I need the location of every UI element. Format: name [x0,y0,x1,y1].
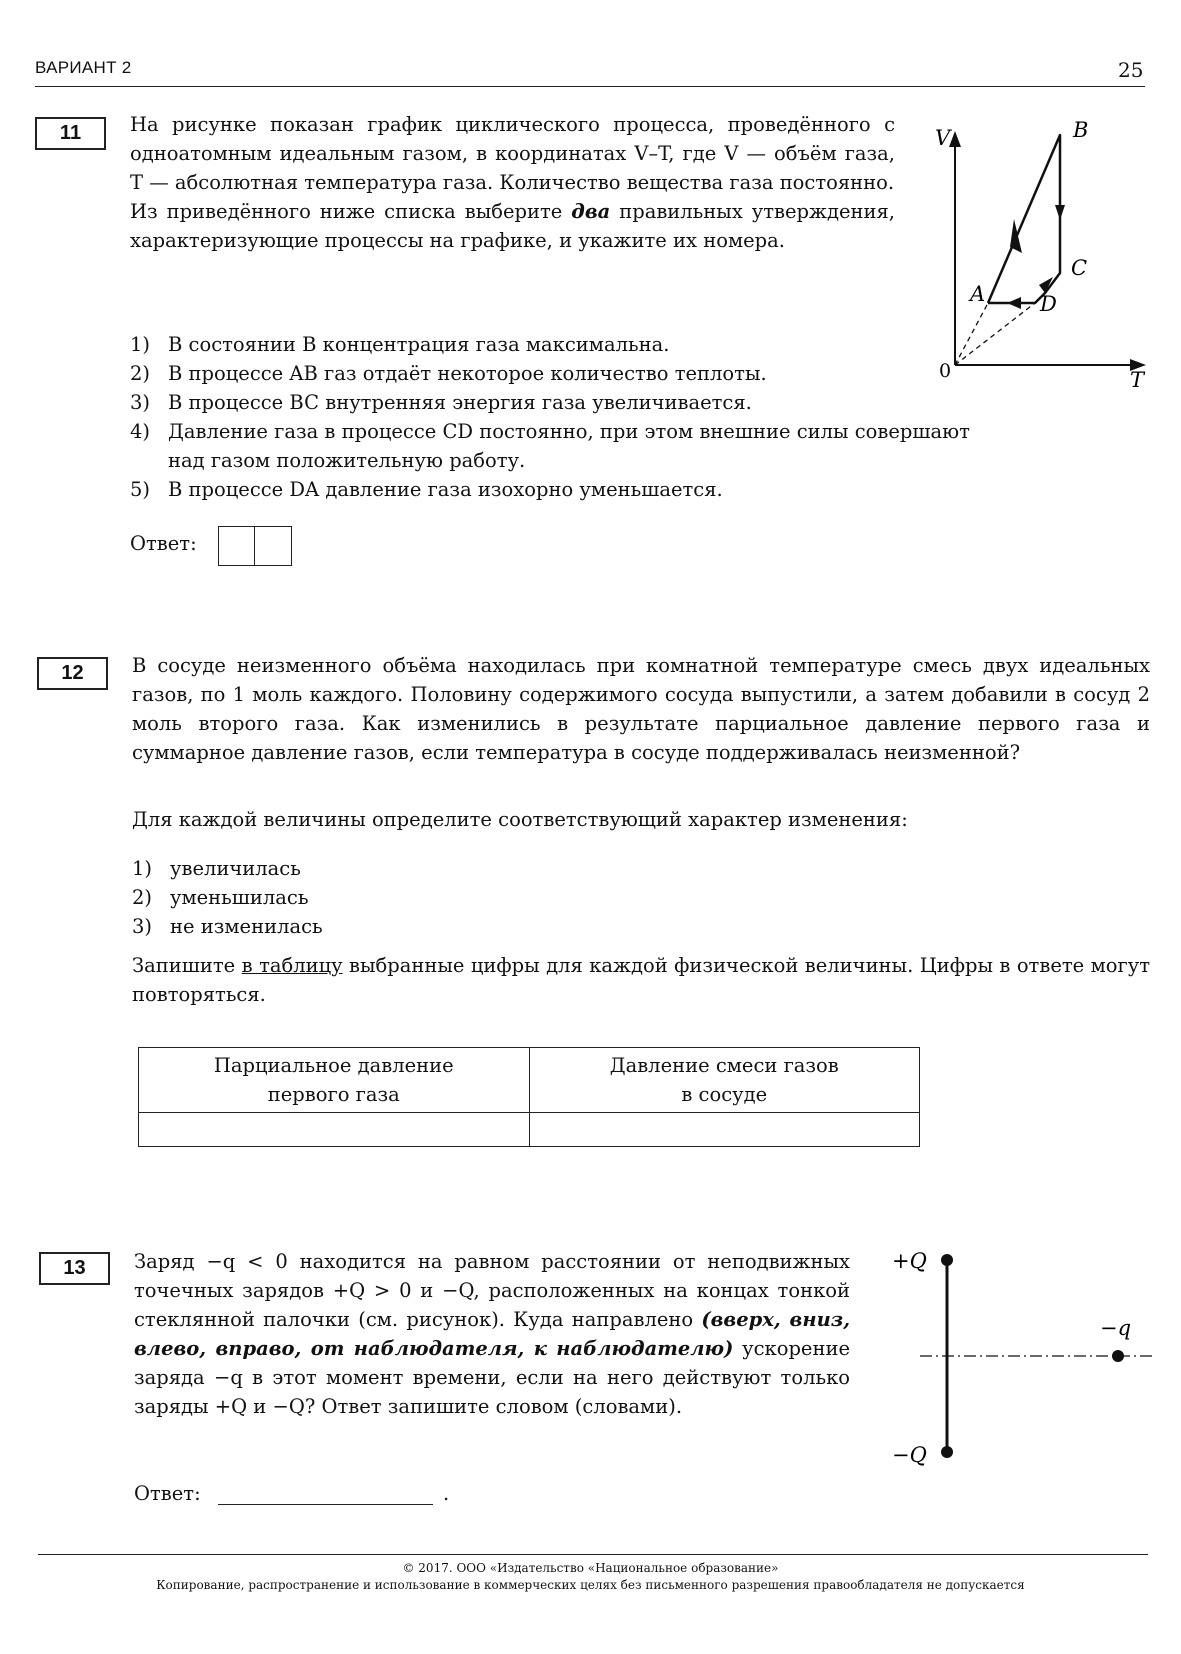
q12-table-answer-row [139,1113,920,1147]
q12-answer-cell-1[interactable] [139,1113,530,1147]
q12-intro: В сосуде неизменного объёма находилась при комнатной температуре смесь двух идеальных газов, по 1 моль каждого. Половину содержимого сосуда выпустили, а затем добавили в сосуд 2 моль второго газа. Как изменились в результате парциальное давление первого газа и суммарное давление газов, если температура в сосуде поддерживалась неизменной? [132,654,1150,764]
charge-minus-small-q-dot [1112,1350,1124,1362]
q12-option: 1) увеличилась [132,857,301,880]
q11-vt-graph [925,115,1155,395]
point-d-label: D [1040,292,1057,316]
point-b-label: B [1073,118,1089,142]
footer-notice: Копирование, распространение и использование в коммерческих целях без письменного разрешения правообладателя не допускается [156,1578,1025,1592]
arrow-da-icon [1007,297,1021,309]
question-number-12: 12 [37,657,108,690]
q13-charges-figure [885,1245,1160,1470]
q12-options [132,854,323,941]
q11-instr-c: правильных утверждения, характеризующие процессы на графике, и укажите их номера. [130,200,895,252]
q11-option-continuation: над газом положительную работу. [168,449,526,472]
t-axis-label: T [1130,368,1145,392]
minus-q-label: −Q [892,1443,927,1467]
q12-header-mixture-pressure: Давление смеси газов в сосуде [529,1048,920,1113]
q11-answer-cell-2[interactable] [255,527,291,565]
q13-direction-options: (вверх, вниз, влево, вправо, от наблюдателя, к наблюдателю) [134,1308,850,1360]
isobar-od [955,303,1035,365]
plus-q-label: +Q [892,1249,927,1273]
v-axis-label: V [935,126,951,150]
arrow-ab-icon [1010,219,1022,253]
charge-plus-q-dot [941,1254,953,1266]
q11-intro [130,110,895,255]
origin-label: 0 [939,360,952,382]
q13-answer-period: . [443,1482,450,1505]
q12-header-partial-pressure: Парциальное давление первого газа [139,1048,530,1113]
q13-answer-label: Ответ: [134,1482,201,1505]
q11-instr-a: Из приведённого ниже списка выберите [130,200,572,223]
q11-option: 5) В процессе DA давление газа изохорно уменьшается. [130,478,723,501]
point-c-label: C [1071,256,1088,280]
q11-option: 2) В процессе AB газ отдаёт некоторое количество теплоты. [130,362,767,385]
q11-option: 4) Давление газа в процессе CD постоянно, при этом внешние силы совершают [130,420,970,443]
question-number-11: 11 [35,117,106,150]
q13-text: Заряд −q < 0 находится на равном расстоянии от неподвижных точечных зарядов +Q > 0 и −Q, расположенных на концах тонкой стеклянной палочки (см. рисунок). Куда направлено (вверх, вниз, влево, вправо, от наблюдателя, к наблюдателю) ускорение заряда −q в этот момент времени, если на него действуют только заряды +Q и −Q? Ответ запишите словом (словами). [134,1250,850,1418]
footer-copyright: © 2017. ООО «Издательство «Национальное образование» [402,1561,779,1575]
header-divider [35,86,1145,87]
q11-answer-cell-1[interactable] [219,527,255,565]
arrow-bc-icon [1055,205,1065,220]
q12-option: 2) уменьшилась [132,886,309,909]
q12-answer-table [138,1047,920,1147]
footer-divider [38,1554,1148,1555]
q12-table-reference: в таблицу [241,954,343,977]
isobar-oa [955,303,988,365]
q11-answer-boxes[interactable] [218,526,292,566]
minus-small-q-label: −q [1100,1316,1132,1340]
q12-table-header-row [139,1048,920,1113]
q11-instr-emph: два [571,200,611,223]
q13-answer-line[interactable] [218,1504,433,1505]
page-number: 25 [1118,58,1144,82]
q11-intro-text: На рисунке показан график циклического процесса, проведённого с одноатомным идеальным газом, в координатах V–T, где V — объём газа, T — абсолютная температура газа. Количество вещества газа постоянно. [130,113,895,194]
q12-option: 3) не изменилась [132,915,323,938]
charge-minus-q-dot [941,1446,953,1458]
q11-option: 1) В состоянии B концентрация газа максимальна. [130,333,670,356]
q11-answer-label: Ответ: [130,532,197,555]
point-a-label: A [970,282,986,306]
q12-answer-cell-2[interactable] [529,1113,920,1147]
question-number-13: 13 [39,1252,110,1285]
q12-instruction: Для каждой величины определите соответствующий характер изменения: [132,808,908,831]
cycle-path [988,135,1060,303]
q12-write-instruction: Запишите в таблицу выбранные цифры для каждой физической величины. Цифры в ответе могут повторяться. [132,954,1151,1006]
q11-option: 3) В процессе BC внутренняя энергия газа увеличивается. [130,391,752,414]
variant-title: ВАРИАНТ 2 [35,58,132,77]
